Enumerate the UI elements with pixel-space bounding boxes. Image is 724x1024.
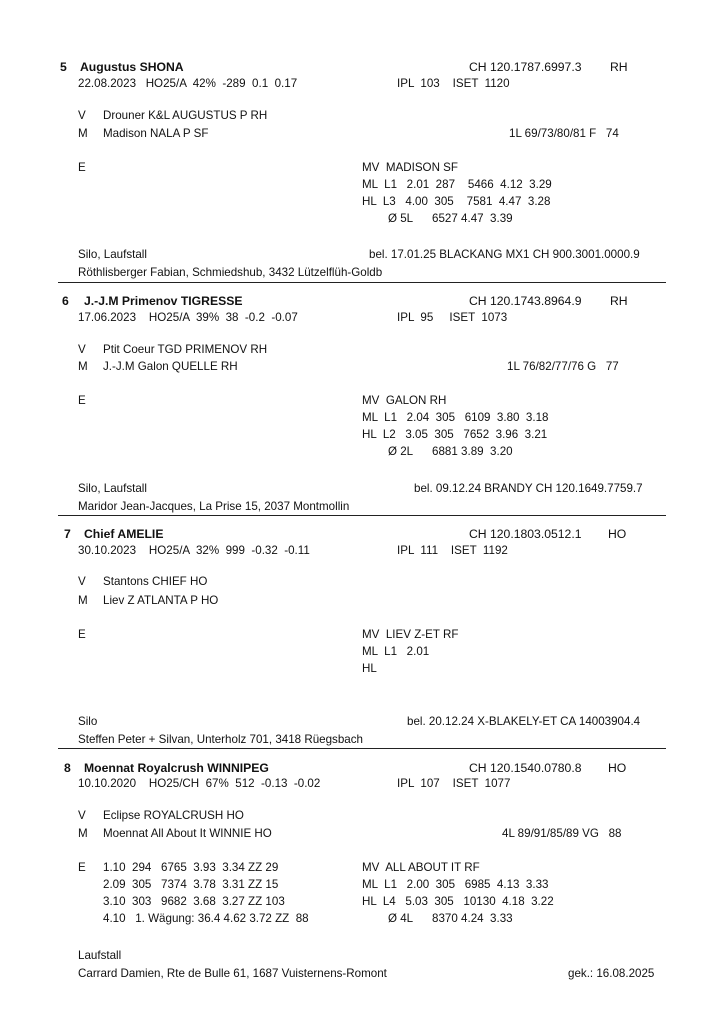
divider: [58, 748, 666, 749]
dam-name: Liev Z ATLANTA P HO: [103, 594, 219, 607]
dam-score: 4L 89/91/85/89 VG 88: [502, 827, 622, 840]
service-info: bel. 17.01.25 BLACKANG MX1 CH 900.3001.0000.9: [369, 248, 640, 261]
entry-number: 6: [62, 294, 69, 308]
animal-name: Moennat Royalcrush WINNIPEG: [84, 761, 269, 775]
animal-id: CH 120.1787.6997.3: [469, 60, 582, 74]
housing: Silo: [78, 715, 98, 728]
sire-label: V: [78, 809, 86, 822]
dam-name: Moennat All About It WINNIE HO: [103, 827, 272, 840]
entry-number: 8: [64, 761, 71, 775]
e-label: E: [78, 628, 86, 641]
footer-date: gek.: 16.08.2025: [568, 967, 655, 980]
animal-name: Chief AMELIE: [84, 527, 164, 541]
animal-name: J.-J.M Primenov TIGRESSE: [84, 294, 243, 308]
lactation-line: 3.10 303 9682 3.68 3.27 ZZ 103: [103, 895, 285, 908]
sire-name: Ptit Coeur TGD PRIMENOV RH: [103, 343, 268, 356]
owner: Maridor Jean-Jacques, La Prise 15, 2037 Montmollin: [78, 500, 350, 513]
e-label: E: [78, 161, 86, 174]
animal-name: Augustus SHONA: [80, 60, 184, 74]
hl-line: HL: [362, 662, 377, 675]
service-info: bel. 20.12.24 X-BLAKELY-ET CA 14003904.4: [407, 715, 641, 728]
sire-name: Drouner K&L AUGUSTUS P RH: [103, 109, 268, 122]
divider: [58, 282, 666, 283]
dam-label: M: [78, 360, 88, 373]
owner: Röthlisberger Fabian, Schmiedshub, 3432 Lützelflüh-Goldb: [78, 266, 383, 279]
breed-code: HO: [608, 527, 627, 541]
hl-line: HL L3 4.00 305 7581 4.47 3.28: [362, 195, 551, 208]
sire-label: V: [78, 343, 86, 356]
sire-label: V: [78, 575, 86, 588]
animal-id: CH 120.1803.0512.1: [469, 527, 582, 541]
entry-number: 7: [64, 527, 71, 541]
breed-code: HO: [608, 761, 627, 775]
owner: Steffen Peter + Silvan, Unterholz 701, 3418 Rüegsbach: [78, 733, 363, 746]
e-label: E: [78, 394, 86, 407]
birth-stats: 17.06.2023 HO25/A 39% 38 -0.2 -0.07: [78, 311, 298, 324]
birth-stats: 30.10.2023 HO25/A 32% 999 -0.32 -0.11: [78, 544, 310, 557]
ml-line: ML L1 2.01: [362, 645, 430, 658]
dam-label: M: [78, 127, 88, 140]
birth-stats: 22.08.2023 HO25/A 42% -289 0.1 0.17: [78, 77, 298, 90]
ml-line: ML L1 2.01 287 5466 4.12 3.29: [362, 178, 552, 191]
mv-line: MV LIEV Z-ET RF: [362, 628, 459, 641]
avg-line: Ø 2L 6881 3.89 3.20: [388, 445, 513, 458]
sire-label: V: [78, 109, 86, 122]
entry-number: 5: [60, 60, 67, 74]
lactation-line: 2.09 305 7374 3.78 3.31 ZZ 15: [103, 878, 279, 891]
dam-label: M: [78, 594, 88, 607]
ipl-iset: IPL 107 ISET 1077: [397, 777, 511, 790]
mv-line: MV MADISON SF: [362, 161, 458, 174]
ml-line: ML L1 2.00 305 6985 4.13 3.33: [362, 878, 549, 891]
avg-line: Ø 4L 8370 4.24 3.33: [388, 912, 513, 925]
ipl-iset: IPL 103 ISET 1120: [397, 77, 510, 90]
dam-name: J.-J.M Galon QUELLE RH: [103, 360, 238, 373]
divider: [58, 515, 666, 516]
breed-code: RH: [610, 60, 628, 74]
lactation-line: 4.10 1. Wägung: 36.4 4.62 3.72 ZZ 88: [103, 912, 309, 925]
birth-stats: 10.10.2020 HO25/CH 67% 512 -0.13 -0.02: [78, 777, 321, 790]
housing: Silo, Laufstall: [78, 248, 147, 261]
dam-score: 1L 69/73/80/81 F 74: [509, 127, 619, 140]
ipl-iset: IPL 95 ISET 1073: [397, 311, 508, 324]
e-label: E: [78, 861, 86, 874]
lactation-line: 1.10 294 6765 3.93 3.34 ZZ 29: [103, 861, 279, 874]
dam-name: Madison NALA P SF: [103, 127, 209, 140]
avg-line: Ø 5L 6527 4.47 3.39: [388, 212, 513, 225]
sire-name: Stantons CHIEF HO: [103, 575, 208, 588]
mv-line: MV GALON RH: [362, 394, 447, 407]
service-info: bel. 09.12.24 BRANDY CH 120.1649.7759.7: [414, 482, 643, 495]
dam-score: 1L 76/82/77/76 G 77: [507, 360, 619, 373]
breed-code: RH: [610, 294, 628, 308]
housing: Laufstall: [78, 949, 122, 962]
sire-name: Eclipse ROYALCRUSH HO: [103, 809, 244, 822]
animal-id: CH 120.1540.0780.8: [469, 761, 582, 775]
animal-id: CH 120.1743.8964.9: [469, 294, 582, 308]
ml-line: ML L1 2.04 305 6109 3.80 3.18: [362, 411, 549, 424]
dam-label: M: [78, 827, 88, 840]
housing: Silo, Laufstall: [78, 482, 147, 495]
ipl-iset: IPL 111 ISET 1192: [397, 544, 508, 557]
owner: Carrard Damien, Rte de Bulle 61, 1687 Vuisternens-Romont: [78, 967, 387, 980]
hl-line: HL L4 5.03 305 10130 4.18 3.22: [362, 895, 554, 908]
hl-line: HL L2 3.05 305 7652 3.96 3.21: [362, 428, 548, 441]
mv-line: MV ALL ABOUT IT RF: [362, 861, 480, 874]
